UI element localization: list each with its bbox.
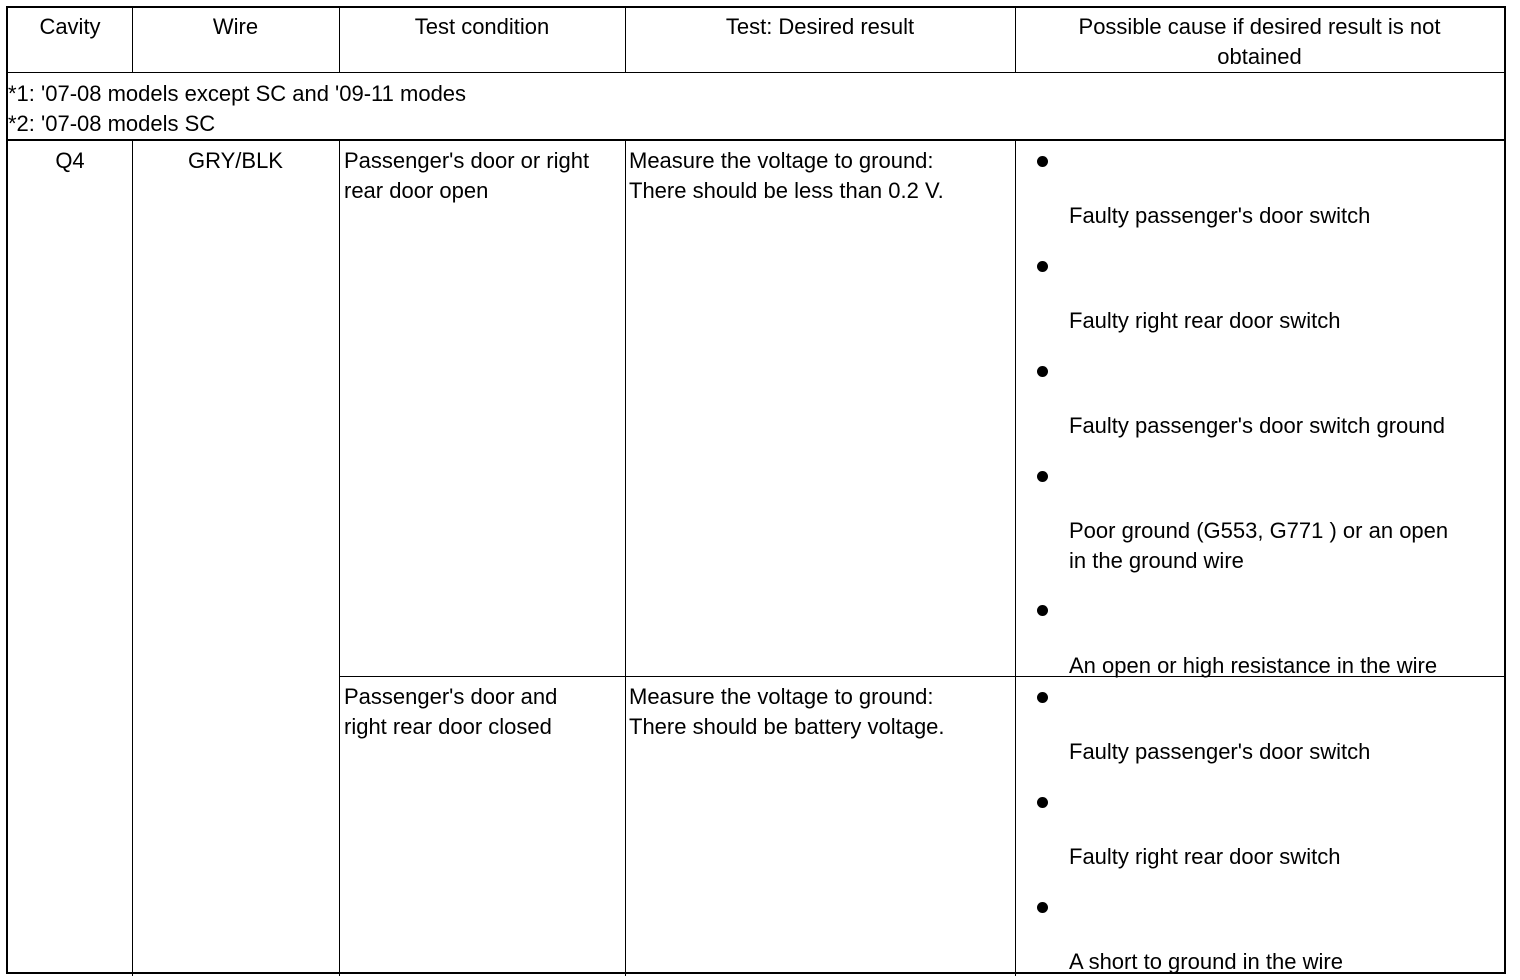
header-wire: Wire [212,14,259,39]
header-cavity: Cavity [39,14,101,39]
cause-item: A short to ground in the wire [1069,949,1343,974]
notes-divider [8,139,1504,141]
column-divider [1015,140,1016,976]
desired-result-1-cont: There should be less than 0.2 V. [629,178,944,203]
bullet-icon [1037,902,1048,913]
cause-item: Faulty passenger's door switch ground [1069,413,1445,438]
cause-item: Faulty right rear door switch [1069,844,1341,869]
bullet-icon [1037,692,1048,703]
note-1: *1: '07-08 models except SC and '09-11 modes [8,81,467,106]
bullet-icon [1037,471,1048,482]
bullet-icon [1037,261,1048,272]
cause-item: An open or high resistance in the wire [1069,653,1438,678]
cause-item-cont: in the ground wire [1069,548,1244,573]
bullet-icon [1037,156,1048,167]
bullet-icon [1037,366,1048,377]
desired-result-2-cont: There should be battery voltage. [629,714,945,739]
column-divider [339,140,340,976]
test-condition-2-cont: right rear door closed [344,714,552,739]
note-2: *2: '07-08 models SC [8,111,216,136]
test-condition-2: Passenger's door and [344,684,558,709]
column-divider [132,140,133,976]
wire-color: GRY/BLK [188,148,283,173]
bullet-icon [1037,605,1048,616]
wiring-test-table [6,6,1506,974]
cause-item: Faulty passenger's door switch [1069,203,1371,228]
column-divider [625,140,626,976]
test-condition-1-cont: rear door open [344,178,489,203]
header-divider [8,72,1504,73]
header-possible-cause-cont: obtained [1217,44,1302,69]
header-possible-cause: Possible cause if desired result is not [1078,14,1441,39]
cavity-value: Q4 [55,148,85,173]
cause-item: Poor ground (G553, G771 ) or an open [1069,518,1449,543]
desired-result-2: Measure the voltage to ground: [629,684,934,709]
header-test-condition: Test condition [414,14,550,39]
cause-item: Faulty right rear door switch [1069,308,1341,333]
bullet-icon [1037,797,1048,808]
test-condition-1: Passenger's door or right [344,148,590,173]
cause-item: Faulty passenger's door switch [1069,739,1371,764]
header-desired-result: Test: Desired result [725,14,915,39]
desired-result-1: Measure the voltage to ground: [629,148,934,173]
